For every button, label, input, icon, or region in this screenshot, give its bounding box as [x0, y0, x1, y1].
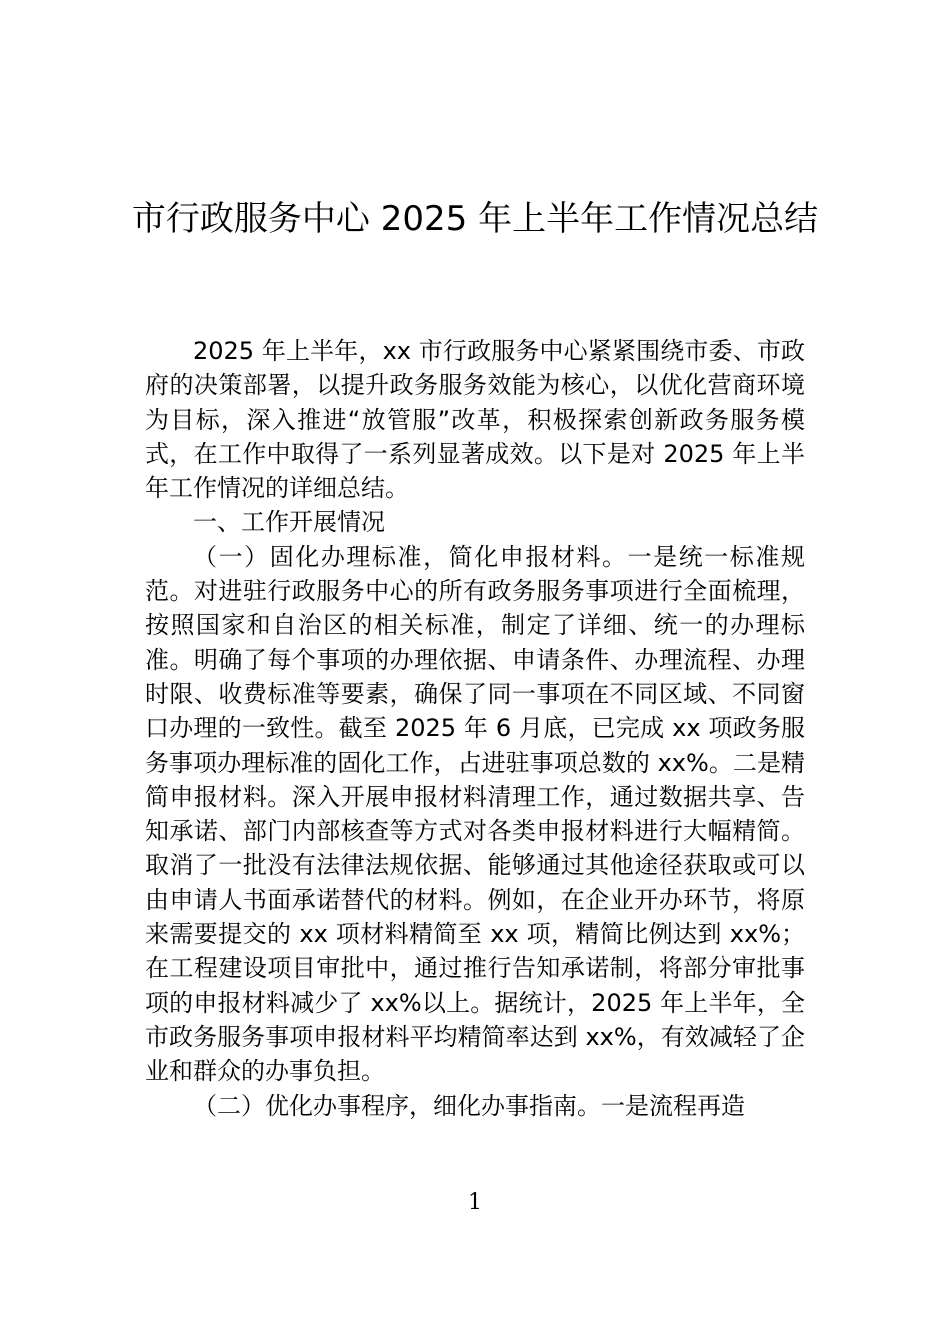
body-paragraph: （一）固化办理标准，简化申报材料。一是统一标准规范。对进驻行政服务中心的所有政务服务事项进行全面梳理，按照国家和自治区的相关标准，制定了详细、统一的办理标准。明确了每个事项的办理依据、申请条件、办理流程、办理时限、收费标准等要素，确保了同一事项在不同区域、不同窗口办理的一致性。截至 2025 年 6 月底，已完成 xx 项政务服务事项办理标准的固化工作，占进驻事项总数的 xx%。二是精简申报材料。深入开展申报材料清理工作，通过数据共享、告知承诺、部门内部核查等方式对各类申报材料进行大幅精简。取消了一批没有法律法规依据、能够通过其他途径获取或可以由申请人书面承诺替代的材料。例如，在企业开办环节，将原来需要提交的 xx 项材料精简至 xx 项，精简比例达到 xx%；在工程建设项目审批中，通过推行告知承诺制，将部分审批事项的申报材料减少了 xx%以上。据统计，2025 年上半年，全市政务服务事项申报材料平均精简率达到 xx%，有效减轻了企业和群众的办事负担。 — [145, 542, 805, 1086]
body-paragraph: （二）优化办事程序，细化办事指南。一是流程再造 — [193, 1091, 745, 1120]
page-title: 市行政服务中心 2025 年上半年工作情况总结 — [131, 198, 819, 239]
intro-paragraph: 2025 年上半年，xx 市行政服务中心紧紧围绕市委、市政府的决策部署，以提升政务服务效能为核心，以优化营商环境为目标，深入推进“放管服”改革，积极探索创新政务服务模式，在工作中取得了一系列显著成效。以下是对 2025 年上半年工作情况的详细总结。 — [145, 337, 805, 503]
document-body — [145, 334, 805, 1123]
page-number: 1 — [468, 1190, 482, 1215]
section-heading: 一、工作开展情况 — [193, 508, 385, 537]
